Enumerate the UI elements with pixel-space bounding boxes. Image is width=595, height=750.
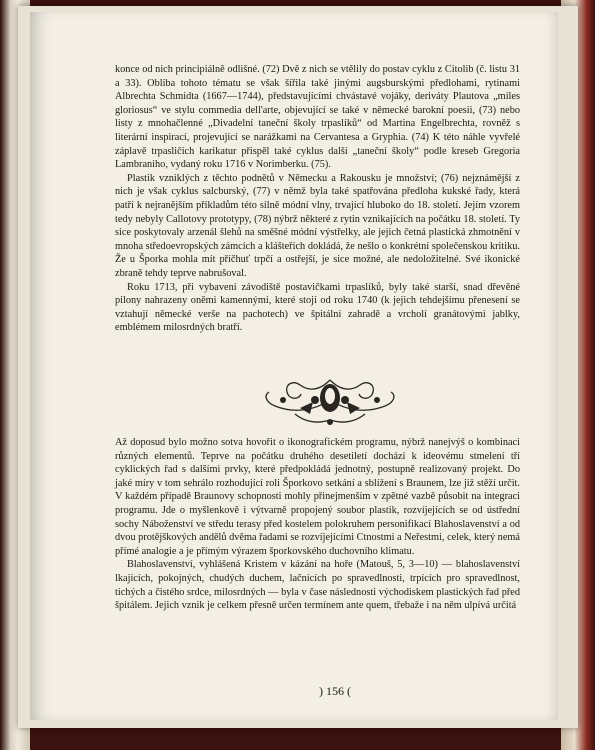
paragraph-1: konce od nich principiálně odlišné. (72) Dvě z nich se vtělily do postav cyklu z Citolib (č. listu 31 a 33). Obliba tohoto tématu se však šířila také jinými augsburskými předlohami, rytinami Albrechta Schmidta (1667—1744), představujícími chvástavé vojáky, deriváty Plautova „miles gloriosus“ ve stylu commedia dell'arte, objevující se také v německé barokní poesii, (73) nebo listy z mnohačlenné „Divadelní taneční školy trpaslíků“ od Martina Engelbrechta, rovněž s literární inspirací, projevující se narážkami na Cervantesa a Gryphia. (74) K této náhle vyvřelé záplavě trpasličích karikatur přispěl také cyklus další „taneční školy“ podle kreseb Gregoria Lambraniho, vydaný roku 1716 v Norimberku. (75). <box>115 64 520 171</box>
lower-text-block <box>115 436 520 613</box>
paragraph-3: Roku 1713, při vybavení závodiště postavičkami trpaslíků, byly také starší, snad dřevěné pilony nahrazeny oněmi kamennými, které stojí od roku 1740 (k jejich tehdejšímu přenesení se vztahují německé verše na pachotech) ve špitální zahradě a vrcholí granátovými jablky, emblémem milosrdných bratří. <box>115 281 520 334</box>
paragraph-4: Až doposud bylo možno sotva hovořit o ikonografickém programu, nýbrž nanejvýš o kombinaci různých elementů. Teprve na počátku druhého desetiletí dochází k ideovému stmelení tří cyklických řad s dalšími prvky, které předpokládá jednotný, postupně realizovaný projekt. Do jaké míry v tom sehrálo rozhodující roli Šporkovo setkání a sblížení s Braunem, lze již stěží určit. V každém případě Braunovy schopnosti mohly přinejmenším v zpětné vazbě působit na integraci programu. Jde o myšlenkově i výtvarně propojený soubor plastik, rozvíjejících se od ústřední sochy Náboženství ve středu terasy před kostelem polokruhem personifikací Blahoslavenství a od dvou protějškových andělů dvěma řadami se rozvíjejícími Ctnostmi a Neřestmi, celek, který nemá přímé analogie a je přímým výrazem šporkovského duchovního klimatu. <box>115 437 520 557</box>
paragraph-2: Plastik vzniklých z těchto podnětů v Německu a Rakousku je množství; (76) nejznámější z nich je však cyklus salcburský, (77) v němž byla také spatřována předloha kukské řady, která patří k nejranějším příkladům této silně módní vlny, trvající hluboko do 18. století. Jejím vzorem tedy nebyly Callotovy prototypy, (78) nýbrž některé z rytin vznikajících na počátku 18. století. Ty sice poskytovaly arzenál šlehů na směšné módní výstřelky, ale jejich četná plastická zhmotnění v mnoha středoevropských zámcích a klášteřích dokládá, že nešlo o konkrétní společenskou kritiku. Že u Šporka mohla mít příčhuť trpčí a ostřejší, je sice možné, ale nedoložitelné. Své ikonické zbraně tehdy teprve nabrušoval. <box>115 172 520 279</box>
page-number: ) 156 ( <box>319 684 351 698</box>
paragraph-5: Blahoslavenství, vyhlášená Kristem v kázání na hoře (Matouš, 5, 3—10) — blahoslavenství lkajících, pokojných, chudých duchem, lačnících po spravedlnosti, trpících pro spravedlnost, tichých a čistého srdce, milosrdných — byla v čase následnosti východiskem plastických řad před špitálem. Jejich vznik je celkem přesně určen termínem ante quem, třebaže i na něm ulpívá určitá <box>115 559 520 612</box>
upper-text-block <box>115 63 520 335</box>
ornament-vignette <box>255 370 405 430</box>
